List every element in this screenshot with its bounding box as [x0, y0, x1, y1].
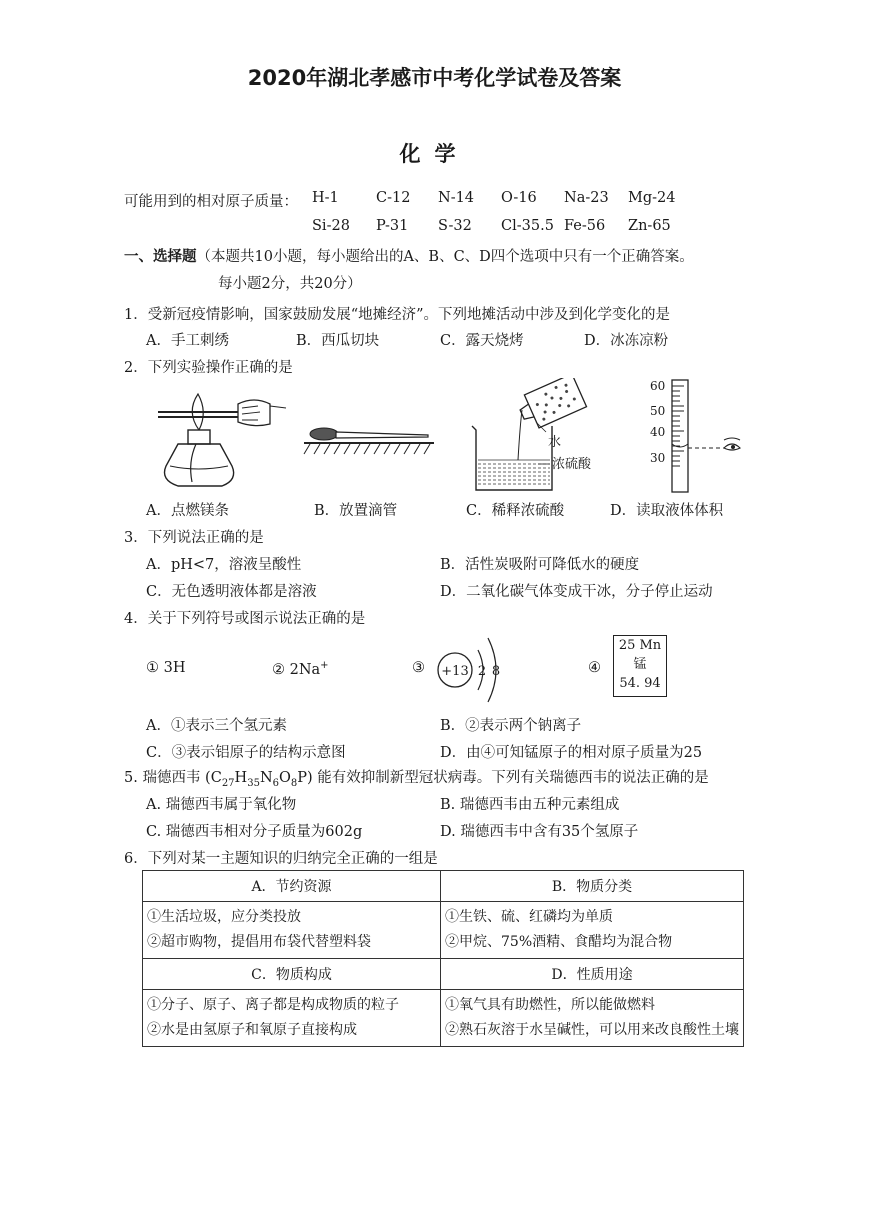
- option-a: A．手工刺绣: [146, 333, 229, 349]
- option-b: B. 瑞德西韦由五种元素组成: [440, 797, 620, 813]
- table-header: A．节约资源: [143, 871, 441, 902]
- stem-suffix: ) 能有效抑制新型冠状病毒。下列有关瑞德西韦的说法正确的是: [307, 770, 709, 786]
- table-header: C．物质构成: [143, 959, 441, 990]
- option-a: A．点燃镁条: [146, 503, 229, 519]
- option-d: D．冰冻凉粉: [584, 333, 669, 349]
- question-5-stem: [124, 766, 709, 789]
- option-c: C. 瑞德西韦相对分子质量为602g: [146, 824, 363, 840]
- option-a: A. 瑞德西韦属于氧化物: [146, 797, 297, 813]
- table-cell: [143, 902, 441, 959]
- formula-subscript: 35: [247, 777, 260, 789]
- masses-row-2: [312, 218, 671, 234]
- tick-label: 50: [650, 404, 666, 418]
- chemical-formula: [221, 770, 308, 789]
- cell-line: ②甲烷、75%酒精、食醋均为混合物: [445, 934, 673, 950]
- mass-item: H-1: [312, 190, 339, 206]
- section-heading: [124, 245, 694, 266]
- tick-label: 60: [650, 379, 666, 393]
- label-water: 水: [548, 435, 562, 450]
- tick-label: 30: [650, 451, 666, 465]
- symbol-2na-text: ② 2Na: [272, 661, 321, 678]
- element-cell-mn: [613, 635, 667, 697]
- cell-line: ②水是由氢原子和氧原子直接构成: [147, 1022, 357, 1038]
- question-2-stem: 2．下列实验操作正确的是: [124, 360, 293, 376]
- question-4-options-row1: [146, 714, 760, 735]
- option-c: C．露天烧烤: [440, 333, 524, 349]
- formula-subscript: 6: [272, 777, 279, 789]
- question-1-stem: 1．受新冠疫情影响，国家鼓励发展“地摊经济”。下列地摊活动中涉及到化学变化的是: [124, 307, 671, 323]
- formula-element: N: [259, 770, 273, 786]
- nucleus-label: +13: [441, 664, 469, 679]
- shell-2-electrons: 8: [491, 664, 501, 679]
- knowledge-table: [142, 870, 744, 1047]
- section-desc-2: 每小题2分，共20分）: [218, 276, 362, 292]
- item-3-number: ③: [412, 660, 425, 676]
- masses-row-1: [312, 190, 675, 206]
- cell-line: ①生铁、硫、红磷均为单质: [445, 909, 613, 925]
- cell-line: ②超市购物，提倡用布袋代替塑料袋: [147, 934, 371, 950]
- figure-diluting-acid: [460, 378, 620, 496]
- symbol-2na: [272, 660, 329, 678]
- question-3-stem: 3．下列说法正确的是: [124, 530, 264, 546]
- question-6-stem: 6．下列对某一主题知识的归纳完全正确的一组是: [124, 851, 438, 867]
- option-a: A．①表示三个氢元素: [146, 718, 287, 734]
- mass-item: N-14: [438, 190, 475, 206]
- tick-label: 40: [650, 425, 666, 439]
- table-cell: [441, 902, 744, 959]
- element-number-symbol: [614, 636, 666, 655]
- mass-item: Na-23: [564, 190, 609, 206]
- cell-line: ①氧气具有助燃性，所以能做燃料: [445, 997, 655, 1013]
- section-desc: （本题共10小题，每小题给出的A、B、C、D四个选项中只有一个正确答案。: [196, 249, 694, 265]
- figure-lighting-magnesium: [138, 382, 288, 494]
- question-3-options-row2: [146, 580, 760, 601]
- masses-label: 可能用到的相对原子质量：: [124, 194, 298, 210]
- question-5-options-row2: [146, 820, 760, 841]
- formula-element: P: [297, 770, 308, 786]
- option-c: C．稀释浓硫酸: [466, 503, 565, 519]
- cell-line: ①分子、原子、离子都是构成物质的粒子: [147, 997, 399, 1013]
- option-d: D．读取液体体积: [610, 503, 724, 519]
- charge-superscript: +: [320, 660, 329, 671]
- subject-heading: 化学: [399, 141, 470, 166]
- element-name: 锰: [633, 657, 647, 672]
- table-header: D．性质用途: [441, 959, 744, 990]
- label-conc-acid: 浓硫酸: [552, 457, 592, 472]
- cell-line: ①生活垃圾，应分类投放: [147, 909, 301, 925]
- option-b: B．活性炭吸附可降低水的硬度: [440, 557, 640, 573]
- symbol-3h: ① 3H: [146, 660, 186, 676]
- formula-subscript: 8: [290, 777, 298, 789]
- formula-element: H: [234, 770, 248, 786]
- table-header: B．物质分类: [441, 871, 744, 902]
- option-b: B．西瓜切块: [296, 333, 380, 349]
- item-4-number: ④: [588, 660, 601, 676]
- question-5-options-row1: [146, 793, 760, 814]
- option-d: D. 瑞德西韦中含有35个氢原子: [440, 824, 639, 840]
- mass-item: Zn-65: [628, 218, 671, 234]
- option-d: D．二氧化碳气体变成干冰，分子停止运动: [440, 584, 713, 600]
- table-cell: [143, 990, 441, 1047]
- option-b: B．放置滴管: [314, 503, 398, 519]
- mass-item: C-12: [376, 190, 411, 206]
- mass-item: Cl-35.5: [501, 218, 554, 234]
- table-cell: [441, 990, 744, 1047]
- option-c: C．无色透明液体都是溶液: [146, 584, 317, 600]
- question-2-options: [146, 499, 723, 520]
- option-a: A．pH<7，溶液呈酸性: [146, 557, 302, 573]
- option-b: B．②表示两个钠离子: [440, 718, 582, 734]
- formula-subscript: 27: [221, 777, 235, 789]
- formula-element: O: [279, 770, 291, 786]
- document-title: 2020年湖北孝感市中考化学试卷及答案: [247, 66, 622, 90]
- question-1-options: [146, 329, 668, 350]
- mass-item: O-16: [501, 190, 537, 206]
- mass-item: S-32: [438, 218, 472, 234]
- option-d: D．由④可知锰原子的相对原子质量为25: [440, 745, 703, 761]
- cell-line: ②熟石灰溶于水呈碱性，可以用来改良酸性土壤: [445, 1022, 739, 1038]
- mass-item: Mg-24: [628, 190, 676, 206]
- atomic-mass: 54. 94: [619, 676, 661, 691]
- option-c: C．③表示铝原子的结构示意图: [146, 745, 346, 761]
- figure-dropper: [302, 420, 436, 466]
- atomic-number: 25: [618, 638, 636, 653]
- question-3-options-row1: [146, 553, 760, 574]
- mass-item: Si-28: [312, 218, 350, 234]
- section-title: 一、选择题: [124, 248, 197, 265]
- question-4-stem: 4．关于下列符号或图示说法正确的是: [124, 611, 366, 627]
- figure-aluminum-atom: [434, 624, 514, 714]
- question-4-options-row2: [146, 741, 760, 762]
- shell-1-electrons: 2: [477, 664, 487, 679]
- element-symbol: Mn: [639, 638, 662, 653]
- stem-prefix: 5. 瑞德西韦 (C: [124, 770, 222, 786]
- mass-item: Fe-56: [564, 218, 606, 234]
- figure-read-volume: [640, 378, 752, 494]
- mass-item: P-31: [376, 218, 409, 234]
